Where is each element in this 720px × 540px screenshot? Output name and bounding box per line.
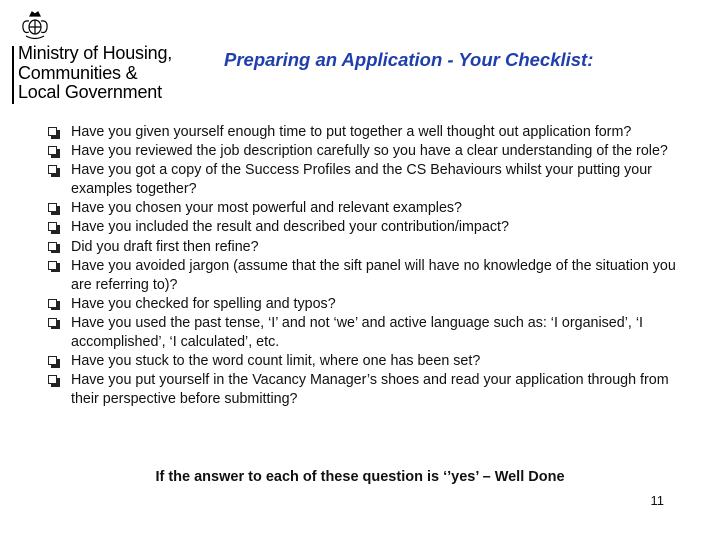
checklist-item-text: Have you stuck to the word count limit, where one has been set? bbox=[71, 353, 481, 370]
checkbox-bullet-icon bbox=[48, 165, 57, 174]
checkbox-bullet-icon bbox=[48, 222, 57, 231]
checklist-item bbox=[48, 218, 678, 237]
checklist-item bbox=[48, 295, 678, 314]
checklist-item bbox=[48, 199, 678, 218]
ministry-logo bbox=[8, 10, 188, 100]
checkbox-bullet-icon bbox=[48, 127, 57, 136]
closing-note: If the answer to each of these question is ‘’yes’ – Well Done bbox=[155, 469, 565, 485]
checkbox-bullet-icon bbox=[48, 203, 57, 212]
checklist-item bbox=[48, 352, 678, 371]
checkbox-bullet-icon bbox=[48, 299, 57, 308]
checkbox-bullet-icon bbox=[48, 261, 57, 270]
checklist-item-text: Did you draft first then refine? bbox=[71, 238, 259, 255]
ministry-name-line-2: Communities & bbox=[18, 62, 138, 83]
checklist-item-text: Have you checked for spelling and typos? bbox=[71, 295, 336, 312]
checklist-item bbox=[48, 371, 678, 409]
checklist-item bbox=[48, 123, 678, 142]
checklist-item bbox=[48, 161, 678, 199]
checkbox-bullet-icon bbox=[48, 375, 57, 384]
checklist-item bbox=[48, 257, 678, 295]
checkbox-bullet-icon bbox=[48, 146, 57, 155]
checklist-item bbox=[48, 314, 678, 352]
checkbox-bullet-icon bbox=[48, 242, 57, 251]
ministry-name bbox=[18, 44, 172, 103]
logo-divider bbox=[12, 46, 14, 104]
checklist-item-text: Have you avoided jargon (assume that the sift panel will have no knowledge of the situation you are referring to)? bbox=[71, 257, 676, 293]
application-checklist bbox=[48, 123, 678, 409]
page-number: 11 bbox=[650, 493, 664, 508]
checklist-item-text: Have you included the result and described your contribution/impact? bbox=[71, 219, 509, 236]
checklist-item-text: Have you given yourself enough time to put together a well thought out application form? bbox=[71, 124, 632, 140]
royal-coat-of-arms-icon bbox=[18, 10, 52, 42]
ministry-name-line-1: Ministry of Housing, bbox=[18, 43, 173, 63]
checkbox-bullet-icon bbox=[48, 318, 57, 327]
page-title: Preparing an Application - Your Checklist: bbox=[224, 49, 594, 70]
ministry-name-line-3: Local Government bbox=[18, 82, 162, 102]
checklist-item-text: Have you put yourself in the Vacancy Manager’s shoes and read your application through from their perspective before submitting? bbox=[71, 372, 669, 408]
checklist-item-text: Have you chosen your most powerful and relevant examples? bbox=[71, 200, 462, 217]
checklist-item bbox=[48, 142, 678, 161]
checklist-item-text: Have you reviewed the job description carefully so you have a clear understanding of the role? bbox=[71, 143, 668, 160]
checkbox-bullet-icon bbox=[48, 356, 57, 365]
checklist-item-text: Have you got a copy of the Success Profiles and the CS Behaviours whilst your putting your examples together? bbox=[71, 162, 652, 198]
checklist-item bbox=[48, 238, 678, 257]
checklist-item-text: Have you used the past tense, ‘I’ and not ‘we’ and active language such as: ‘I organised’, ‘I accomplished’, ‘I calculated’, etc. bbox=[71, 314, 643, 351]
